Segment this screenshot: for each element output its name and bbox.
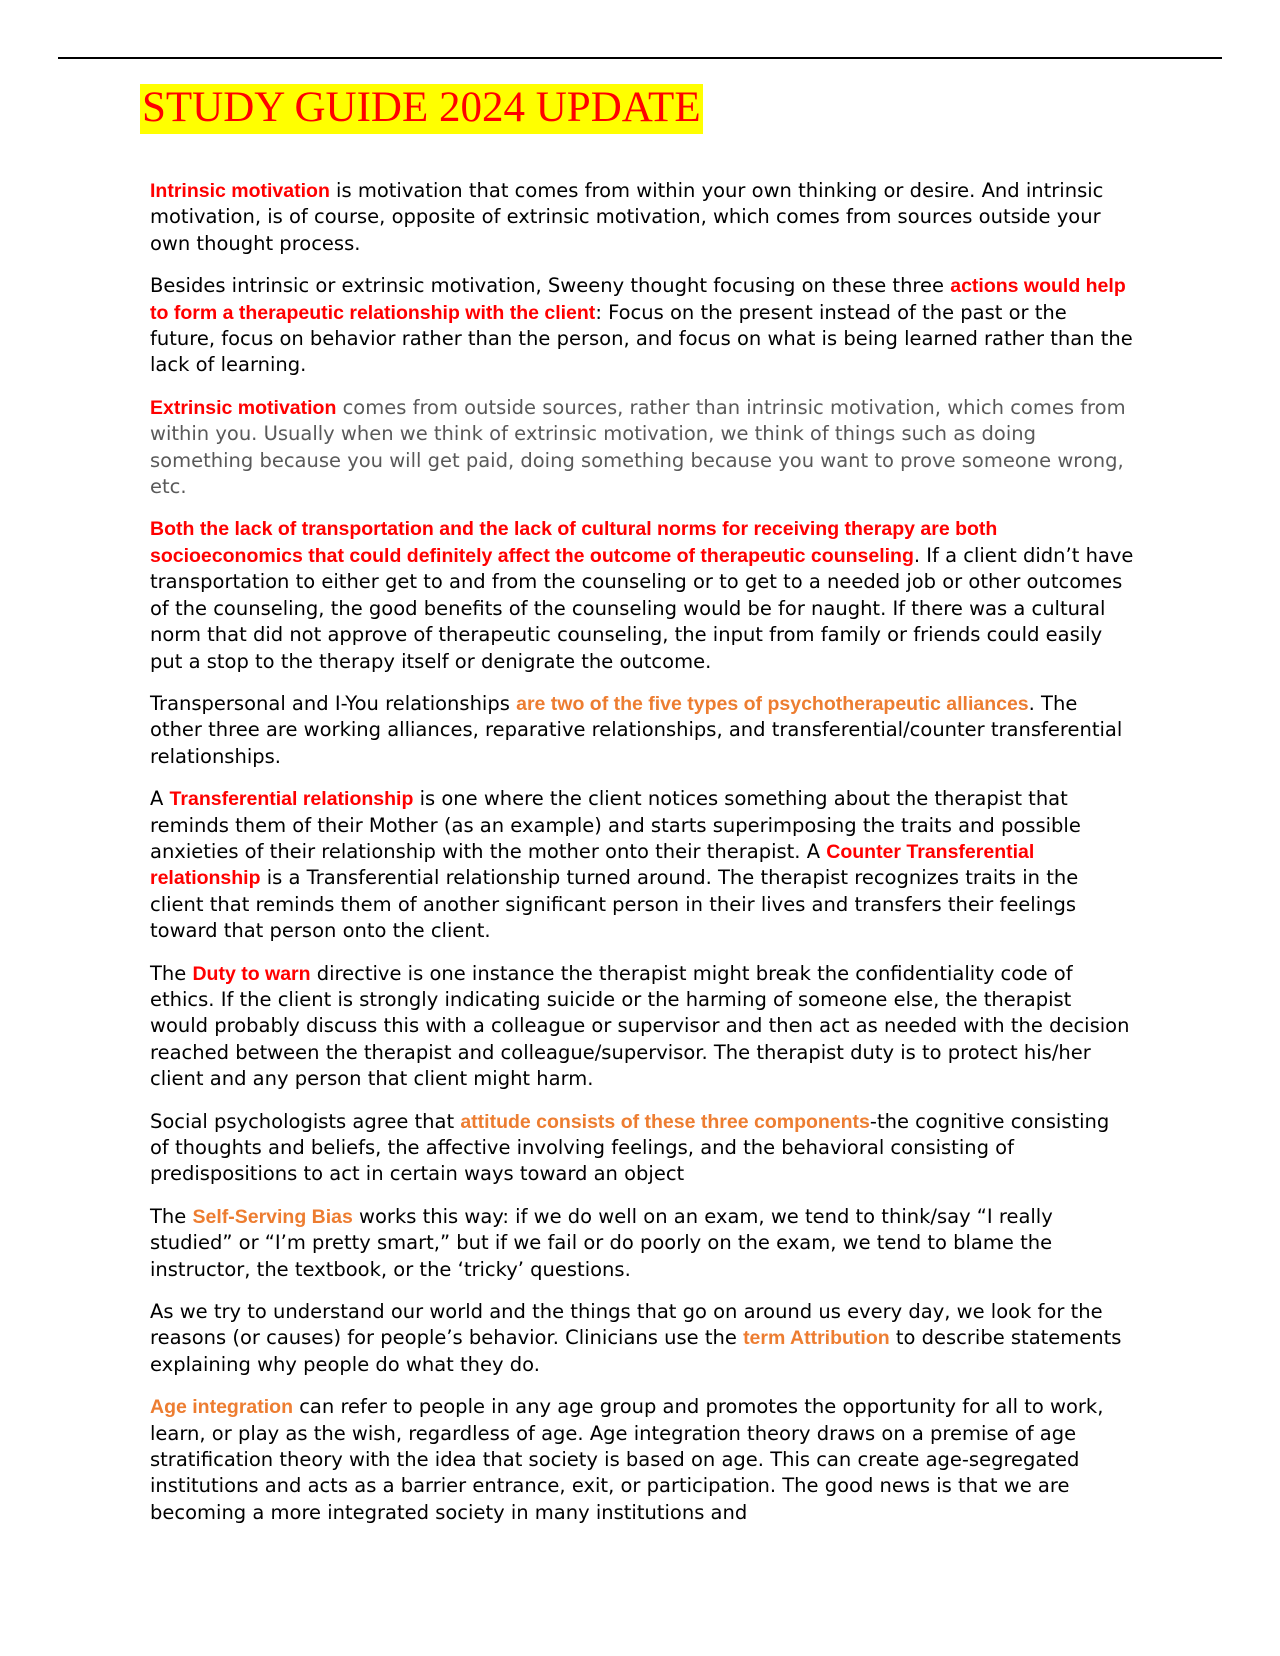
paragraph-text: The — [150, 1204, 193, 1228]
paragraph-text: : Focus on the present instead of the past or the future, focus on behavior rather than the person, and focus on what is being learned rather than the lack of learning. — [150, 300, 1133, 377]
highlight-term: Counter Transferential relationship — [150, 840, 1035, 890]
paragraph-text: . If a client didn’t have transportation to either get to and from the counseling or to get to a needed job or other outcomes of the counseling, the good benefits of the counseling would be for naught. If there was a cultural norm that did not approve of therapeutic counseling, the input from family or friends could easily put a stop to the therapy itself or denigrate the outcome. — [150, 543, 1134, 673]
highlight-term: Transferential relationship — [169, 788, 414, 811]
paragraph-socioeconomics — [150, 516, 1134, 674]
paragraph-text: Besides intrinsic or extrinsic motivation, Sweeny thought focusing on these three — [150, 274, 951, 298]
paragraph-transferential-relationship — [150, 786, 1134, 944]
highlight-term: Both the lack of transportation and the lack of cultural norms for receiving therapy are both socioeconomics that could definitely affect the outcome of therapeutic counseling — [150, 518, 998, 567]
paragraph-text: Social psychologists agree that — [150, 1109, 461, 1133]
document-title: STUDY GUIDE 2024 UPDATE — [140, 84, 703, 134]
paragraph-text: works this way: if we do well on an exam, we tend to think/say “I really studied” or “I’m pretty smart,” but if we fail or do poorly on the exam, we tend to blame the instructor, the textbook, or the ‘tricky’ questions. — [150, 1204, 1053, 1281]
paragraph-extrinsic-motivation — [150, 395, 1134, 501]
highlight-term: Intrinsic motivation — [150, 180, 330, 202]
paragraph-psychotherapeutic-alliances — [150, 691, 1134, 770]
paragraph-age-integration — [150, 1394, 1134, 1526]
document-body — [150, 178, 1134, 1542]
paragraph-text: directive is one instance the therapist might break the confidentiality code of ethics. If the client is strongly indicating suicide or the harming of someone else, the therapist would probably discuss this with a colleague or supervisor and then act as needed with the decision reached between the therapist and colleague/supervisor. The therapist duty is to protect his/her client and any person that client might harm. — [150, 961, 1130, 1091]
paragraph-text: to describe statements explaining why people do what they do. — [150, 1326, 1122, 1376]
highlight-term: Self-Serving Bias — [192, 1205, 353, 1228]
highlight-term: attitude consists of these three components — [460, 1110, 870, 1133]
paragraph-text: Transpersonal and I-You relationships — [150, 691, 517, 715]
highlight-term: Duty to warn — [192, 962, 311, 985]
paragraph-text: . The other three are working alliances, reparative relationships, and transferential/counter transferential relationships. — [150, 691, 1123, 768]
paragraph-text: can refer to people in any age group and promotes the opportunity for all to work, learn, or play as the wish, regardless of age. Age integration theory draws on a premise of age stratification theory with the idea that society is based on age. This can create age-segregated institutions and acts as a barrier entrance, exit, or participation. The good news is that we are becoming a more integrated society in many institutions and — [150, 1395, 1104, 1524]
paragraph-text: is one where the client notices something about the therapist that reminds them of their Mother (as an example) and starts superimposing the traits and possible anxieties of their relationship with the mother onto their therapist. A — [150, 787, 1081, 863]
paragraph-text: is motivation that comes from within your own thinking or desire. And intrinsic motivation, is of course, opposite of extrinsic motivation, which comes from sources outside your own thought process. — [150, 179, 1104, 255]
paragraph-self-serving-bias — [150, 1204, 1134, 1283]
paragraph-text: comes from outside sources, rather than intrinsic motivation, which comes from within you. Usually when we think of extrinsic motivation, we think of things such as doing something because you will get paid, doing something because you want to prove someone wrong, etc. — [150, 395, 1126, 499]
paragraph-text: The — [150, 961, 193, 985]
paragraph-duty-to-warn — [150, 961, 1134, 1093]
highlight-term: actions would help to form a therapeutic relationship with the client — [150, 275, 1126, 324]
paragraph-text: is a Transferential relationship turned around. The therapist recognizes traits in the client that reminds them of another significant person in their lives and transfers their feelings toward that person onto the client. — [150, 866, 1079, 943]
highlight-term: term Attribution — [743, 1327, 890, 1350]
paragraph-text: -the cognitive consisting of thoughts and beliefs, the affective involving feelings, and the behavioral consisting of predispositions to act in certain ways toward an object — [150, 1109, 1110, 1186]
paragraph-text: A — [150, 787, 170, 811]
paragraph-text: As we try to understand our world and the things that go on around us every day, we look for the reasons (or causes) for people’s behavior. Clinicians use the — [150, 1300, 1103, 1350]
paragraph-attribution — [150, 1299, 1134, 1378]
paragraph-attitude-components — [150, 1109, 1134, 1188]
top-divider-line — [58, 57, 1222, 59]
highlight-term: Age integration — [150, 1396, 294, 1419]
paragraph-therapeutic-actions — [150, 273, 1134, 379]
paragraph-intrinsic-motivation — [150, 178, 1134, 257]
highlight-term: Extrinsic motivation — [150, 396, 337, 419]
highlight-term: are two of the five types of psychotherapeutic alliances — [516, 692, 1029, 715]
